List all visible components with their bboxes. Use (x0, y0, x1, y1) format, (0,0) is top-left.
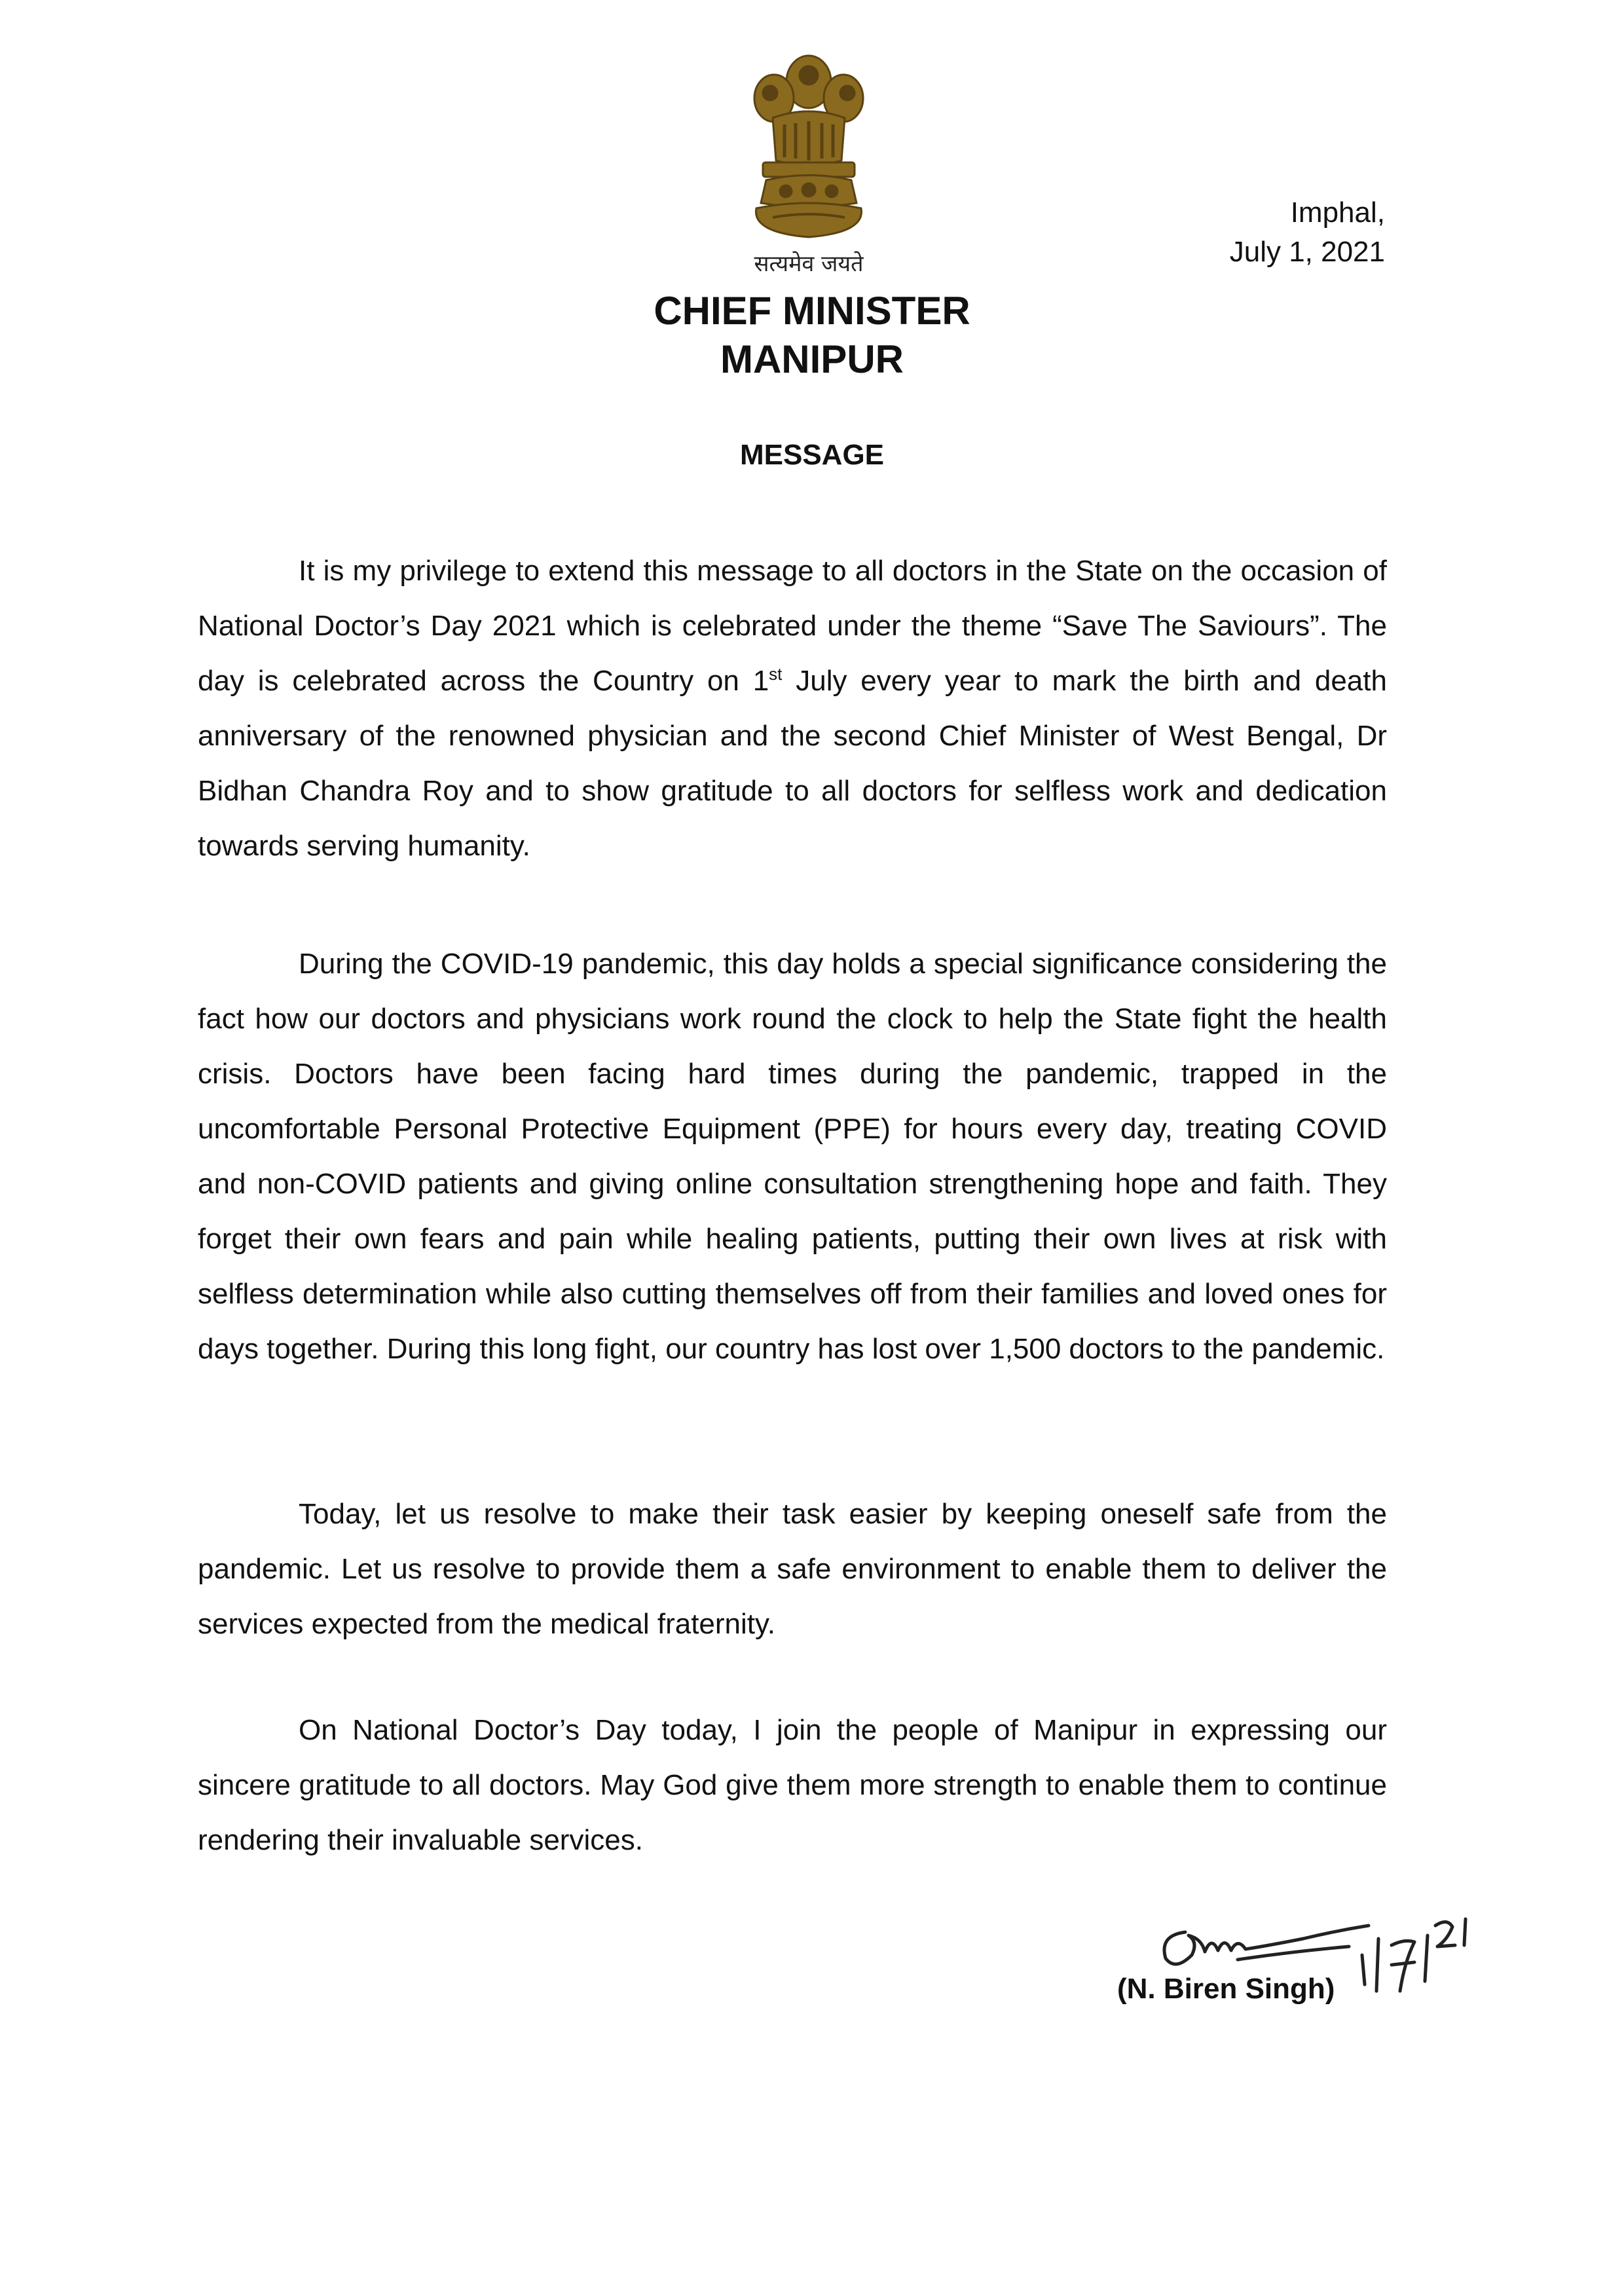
emblem-motto: सत्यमेव जयते (754, 251, 864, 277)
state-emblem-icon (727, 46, 891, 242)
paragraph-2: During the COVID-19 pandemic, this day holds a special significance considering the fact how our doctors and physicians work round the clock to help the State fight the health crisis. Doctors have been facing hard times during the pandemic, trapped in the uncomfortable Personal Protective Equipment (PPE) for hours every day, treating COVID and non-COVID patients and giving online consultation strengthening hope and faith. They forget their own fears and pain while healing patients, putting their own lives at risk with selfless determination while also cutting themselves off from their families and loved ones for days together. During this long fight, our country has lost over 1,500 doctors to the pandemic. (198, 948, 1387, 1365)
message-heading: MESSAGE (739, 439, 885, 471)
office-line-2: MANIPUR (720, 337, 904, 381)
paragraph-4: On National Doctor’s Day today, I join the people of Manipur in expressing our sincere gratitude to all doctors. May God give them more strength to enable them to continue rendering their invaluable services. (198, 1714, 1387, 1856)
paragraph-3: Today, let us resolve to make their task easier by keeping oneself safe from the pandemic. Let us resolve to provide them a safe environment to enable them to deliver the services expected from the medical fraternity. (198, 1498, 1387, 1640)
place-text: Imphal, (1290, 196, 1385, 229)
date-text: July 1, 2021 (1229, 236, 1385, 268)
paragraph-1-text-a: It is my privilege to extend this message to all doctors in the State on the occasion of National Doctor’s Day 2021 which is celebrated under the theme “Save The Saviours”. The day is celebrated across the Country on 1 (198, 555, 1387, 697)
paragraph-1-text-b: July every year to mark the birth and death anniversary of the renowned physician and the second Chief Minister of West Bengal, Dr Bidhan Chandra Roy and to show gratitude to all doctors for selfless work and dedication towards serving humanity. (198, 665, 1387, 862)
signatory-name: (N. Biren Singh) (1117, 1973, 1335, 2005)
office-title (485, 287, 1139, 384)
office-line-1: CHIEF MINISTER (654, 289, 970, 333)
place-date-block (1230, 193, 1385, 272)
ordinal-suffix: st (769, 664, 783, 684)
paragraph-1 (198, 544, 1387, 874)
